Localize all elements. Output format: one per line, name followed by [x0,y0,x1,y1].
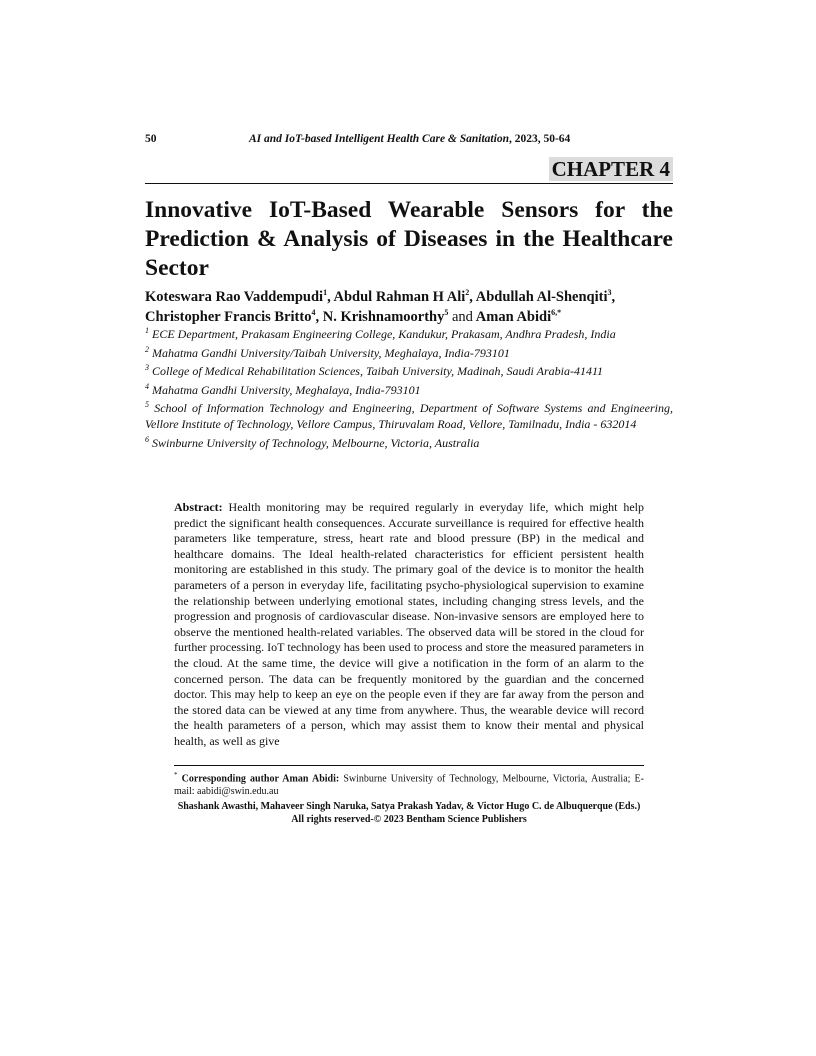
affiliation-number: 6 [145,434,149,444]
affiliation-text: Swinburne University of Technology, Melbourne, Victoria, Australia [152,435,480,450]
journal-citation [249,133,570,145]
chapter-heading-bar [145,157,673,184]
author-name: Abdul Rahman H Ali [333,289,466,305]
affiliation-text: College of Medical Rehabilitation Sciences, Taibah University, Madinah, Saudi Arabia-41411 [152,364,604,379]
chapter-label: CHAPTER 4 [549,157,673,181]
abstract-label: Abstract: [174,500,223,514]
author-name: Christopher Francis Britto [145,309,312,325]
author-affiliation-marker: 3 [607,288,612,298]
copyright-line: All rights reserved-© 2023 Bentham Science Publishers [291,814,527,825]
footnote-divider [174,765,644,766]
abstract [174,500,644,750]
affiliation-item [145,436,673,452]
affiliation-item [145,327,673,343]
author-affiliation-marker: 4 [311,308,316,318]
footnote-marker: * [174,771,178,779]
author-affiliation-marker: 1 [323,288,328,298]
page-number: 50 [145,133,157,145]
author-name: Koteswara Rao Vaddempudi [145,289,324,305]
affiliation-item [145,364,673,380]
affiliation-item [145,346,673,362]
journal-year-pages: , 2023, 50-64 [508,133,571,145]
affiliation-number: 4 [145,381,149,391]
affiliation-text: School of Information Technology and Engineering, Department of Software Systems and Engineering, Vellore Institute of Technology, Vellore Campus, Thiruvalam Road, Vellore, Tamilnadu, India - 632014 [145,401,674,431]
affiliation-text: ECE Department, Prakasam Engineering College, Kandukur, Prakasam, Andhra Pradesh, India [152,327,616,341]
author-list: Koteswara Rao Vaddempudi$^1$, Abdul Rahman H Ali$^2$, Abdullah Al-Shenqiti$^3$, Christopher Francis Britto$^4$, N. Krishnamoorthy$^5$ and Aman Abidi$^{6,*}$ [145,288,616,325]
author-name: Aman Abidi [475,309,552,325]
affiliation-number: 5 [145,400,149,410]
footnote-label: Corresponding author Aman Abidi: [181,773,340,785]
author-affiliation-marker: 6,* [551,308,562,318]
editors-line: Shashank Awasthi, Mahaveer Singh Naruka, Satya Prakash Yadav, & Victor Hugo C. de Albuquerque (Eds.) [177,801,641,812]
affiliation-item [145,383,673,399]
affiliation-text: Mahatma Gandhi University, Meghalaya, India-793101 [152,382,421,397]
author-affiliation-marker: 5 [444,308,449,318]
paper-title: Innovative IoT-Based Wearable Sensors for the Prediction & Analysis of Diseases in the Healthcare Sector [145,197,673,281]
running-header [145,133,673,149]
footnote-text: Swinburne University of Technology, Melbourne, Victoria, Australia; E-mail: aabidi@swin.edu.au [174,773,644,798]
affiliation-item [145,401,673,432]
affiliation-number: 3 [145,363,149,373]
affiliation-number: 1 [145,326,149,335]
author-affiliation-marker: 2 [465,288,470,298]
affiliation-list [145,327,673,454]
author-name: Abdullah Al-Shenqiti [475,289,608,305]
abstract-text: Health monitoring may be required regularly in everyday life, which might help predict the significant health consequences. Accurate surveillance is required for effective health parameters like temperature, stress, heart rate and blood pressure (BP) in the medical and healthcare domains. The Ideal health-related characteristics for efficient persistent health monitoring are established in this study. The primary goal of the device is to monitor the health parameters of a person in everyday life, facilitating psycho-physiological supervision to examine the relationship between underlying emotional states, including changing stress levels, and the progression and prognosis of cardiovascular disease. Non-invasive sensors are employed here to observe the mentioned health-related variables. The observed data will be stored in the cloud for further processing. IoT technology has been used to process and store the measured parameters in the cloud. At the same time, the device will give a notification in the form of an alarm to the concerned person. The data can be frequently monitored by the guardian and the concerned doctor. This may help to keep an eye on the people even if they are far away from the person and the stored data can be viewed at any time from anywhere. Thus, the wearable device will record the health parameters of a person, which may assist them to know their mental and physical health, as well as give [174,500,644,748]
author-conjunction: and [452,309,473,325]
journal-title: AI and IoT-based Intelligent Health Care & Sanitation [249,133,509,145]
publisher-info [145,800,673,826]
affiliation-text: Mahatma Gandhi University/Taibah University, Meghalaya, India-793101 [152,345,510,360]
corresponding-author-footnote [174,769,644,798]
affiliation-number: 2 [145,344,149,354]
author-name: N. Krishnamoorthy [322,309,445,325]
